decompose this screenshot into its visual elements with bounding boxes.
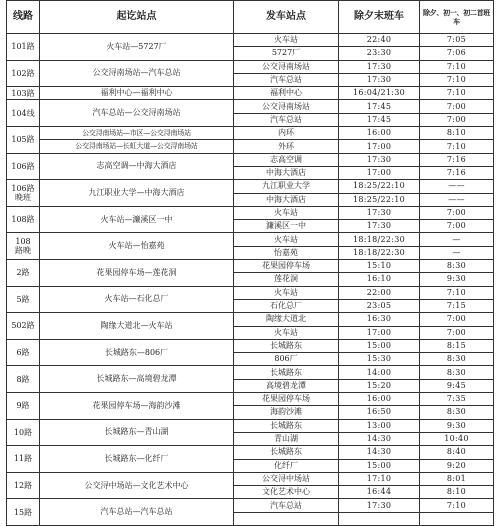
eve-last-bus: 14:00	[339, 366, 420, 379]
first-bus: 9:30	[420, 419, 494, 432]
first-bus: 7:00	[420, 100, 494, 113]
line-number-part: 108	[15, 237, 31, 247]
eve-last-bus: 16:04/21:30	[339, 87, 420, 100]
eve-last-bus: 17:30	[339, 220, 420, 233]
eve-last-bus: 16:00	[339, 127, 420, 140]
header-row	[7, 1, 494, 34]
table-row	[7, 87, 494, 100]
eve-last-bus: 17:30	[339, 499, 420, 512]
departure-stop: 中海大酒店	[234, 166, 339, 179]
first-bus: —	[420, 233, 494, 246]
header-line: 线路	[7, 1, 40, 34]
first-bus: 7:00	[420, 113, 494, 126]
first-bus	[420, 512, 494, 525]
eve-last-bus: 15:10	[339, 260, 420, 273]
eve-last-bus: 23:30	[339, 47, 420, 60]
departure-stop: 文化艺术中心	[234, 486, 339, 499]
first-bus: —	[420, 246, 494, 259]
eve-last-bus: 22:00	[339, 286, 420, 299]
first-bus: 7:16	[420, 153, 494, 166]
route-endpoints: 火车站—石化总厂	[40, 286, 234, 313]
departure-stop: 陶缘大道北	[234, 313, 339, 326]
first-bus: 8:30	[420, 260, 494, 273]
header-eve-last-bus: 除夕末班车	[339, 1, 420, 34]
departure-stop: 莲花洞	[234, 273, 339, 286]
table-row	[7, 153, 494, 166]
departure-stop: 汽车总站	[234, 113, 339, 126]
eve-last-bus: 15:00	[339, 339, 420, 352]
first-bus: 7:00	[420, 206, 494, 219]
table-row	[7, 260, 494, 273]
eve-last-bus: 16:50	[339, 406, 420, 419]
table-row	[7, 286, 494, 299]
departure-stop: 公交浔中场站	[234, 472, 339, 485]
departure-stop: 汽车总站	[234, 499, 339, 512]
departure-stop: 火车站	[234, 233, 339, 246]
route-endpoints: 长城路东—青山湖	[40, 419, 234, 446]
departure-stop: 内环	[234, 127, 339, 140]
line-number: 5路	[7, 286, 40, 313]
line-number: 12路	[7, 472, 40, 499]
departure-stop: 海韵沙滩	[234, 406, 339, 419]
route-endpoints: 公交浔南场站—汽车总站	[40, 60, 234, 87]
first-bus: 8:10	[420, 127, 494, 140]
route-endpoints: 火车站—怡嘉苑	[40, 233, 234, 260]
first-bus: 7:10	[420, 286, 494, 299]
line-number: 11路	[7, 446, 40, 473]
table-row	[7, 60, 494, 73]
departure-stop: 火车站	[234, 286, 339, 299]
first-bus: 8:30	[420, 406, 494, 419]
table-row	[7, 472, 494, 485]
eve-last-bus: 13:00	[339, 419, 420, 432]
table-row	[7, 233, 494, 246]
first-bus: ——	[420, 193, 494, 206]
route-endpoints: 公交浔中场站—文化艺术中心	[40, 472, 234, 499]
table-row	[7, 127, 494, 140]
departure-stop: 806厂	[234, 353, 339, 366]
first-bus: 7:00	[420, 326, 494, 339]
line-number: 105路	[7, 127, 40, 154]
departure-stop: 长城路东	[234, 366, 339, 379]
route-endpoints: 长城路东—806厂	[40, 339, 234, 366]
departure-stop: 花果园停车场	[234, 393, 339, 406]
eve-last-bus: 18:25/22:10	[339, 193, 420, 206]
eve-last-bus: 17:00	[339, 326, 420, 339]
schedule-body	[7, 34, 494, 526]
line-number: 102路	[7, 60, 40, 87]
departure-stop: 怡嘉苑	[234, 246, 339, 259]
route-variant: 公交浔南场站—市区—公交浔南场站	[82, 129, 191, 138]
first-bus: 7:10	[420, 60, 494, 73]
departure-stop: 公交浔南场站	[234, 100, 339, 113]
line-number: 9路	[7, 393, 40, 420]
table-row	[7, 366, 494, 379]
first-bus: 8:10	[420, 486, 494, 499]
first-bus: 10:40	[420, 432, 494, 445]
departure-stop: 花果园停车场	[234, 260, 339, 273]
departure-stop: 公交浔南场站	[234, 60, 339, 73]
eve-last-bus: 17:45	[339, 100, 420, 113]
departure-stop: 青山湖	[234, 432, 339, 445]
table-row	[7, 313, 494, 326]
route-endpoints: 长城路东—化纤厂	[40, 446, 234, 473]
departure-stop: 火车站	[234, 326, 339, 339]
eve-last-bus: 18:18/22:30	[339, 233, 420, 246]
header-route: 起讫站点	[40, 1, 234, 34]
first-bus: 7:16	[420, 166, 494, 179]
eve-last-bus: 16:00	[339, 393, 420, 406]
line-number: 103路	[7, 87, 40, 100]
eve-last-bus: 16:30	[339, 313, 420, 326]
header-first-bus: 除夕、初一、初二首班车	[420, 1, 494, 34]
eve-last-bus: 16:10	[339, 273, 420, 286]
departure-stop: 长城路东	[234, 339, 339, 352]
line-number: 106路	[7, 153, 40, 180]
line-number: 101路	[7, 34, 40, 61]
line-number: 15路	[7, 499, 40, 526]
eve-last-bus: 15:20	[339, 379, 420, 392]
route-endpoints: 花果园停车场—莲花洞	[40, 260, 234, 287]
eve-last-bus: 17:30	[339, 206, 420, 219]
table-row	[7, 34, 494, 47]
departure-stop: 长城路东	[234, 446, 339, 459]
eve-last-bus: 15:30	[339, 353, 420, 366]
route-endpoints: 九江职业大学—中海大酒店	[40, 180, 234, 207]
eve-last-bus	[339, 512, 420, 525]
departure-stop: 高境碧龙潭	[234, 379, 339, 392]
first-bus: 7:10	[420, 499, 494, 512]
first-bus: 8:01	[420, 472, 494, 485]
first-bus: 7:00	[420, 313, 494, 326]
route-endpoints: 志高空调—中海大酒店	[40, 153, 234, 180]
eve-last-bus: 15:00	[339, 459, 420, 472]
first-bus: 7:10	[420, 73, 494, 86]
first-bus: 8:15	[420, 339, 494, 352]
line-number: 6路	[7, 339, 40, 366]
eve-last-bus: 17:10	[339, 472, 420, 485]
table-row	[7, 339, 494, 352]
line-number: 10路	[7, 419, 40, 446]
eve-last-bus: 17:30	[339, 73, 420, 86]
first-bus: 8:30	[420, 353, 494, 366]
line-number: 8路	[7, 366, 40, 393]
eve-last-bus: 17:30	[339, 153, 420, 166]
eve-last-bus: 14:30	[339, 446, 420, 459]
first-bus: 7:10	[420, 87, 494, 100]
first-bus: 7:00	[420, 220, 494, 233]
eve-last-bus: 17:45	[339, 113, 420, 126]
route-endpoints: 陶缘大道北—火车站	[40, 313, 234, 340]
route-endpoints: 火车站—濂溪区一中	[40, 206, 234, 233]
table-row	[7, 393, 494, 406]
line-number: 104线	[7, 100, 40, 127]
eve-last-bus: 17:00	[339, 140, 420, 153]
table-row	[7, 419, 494, 432]
line-number	[7, 180, 40, 207]
route-endpoints: 汽车总站—汽车总站	[40, 499, 234, 526]
departure-stop: 火车站	[234, 206, 339, 219]
line-number-part: 路晚	[15, 246, 31, 256]
departure-stop: 濂溪区一中	[234, 220, 339, 233]
eve-last-bus: 23:05	[339, 299, 420, 312]
first-bus: 7:06	[420, 47, 494, 60]
eve-last-bus: 18:25/22:10	[339, 180, 420, 193]
departure-stop: 火车站	[234, 34, 339, 47]
route-endpoints: 火车站—5727厂	[40, 34, 234, 61]
line-number: 108路	[7, 206, 40, 233]
departure-stop: 化纤厂	[234, 459, 339, 472]
line-number: 502路	[7, 313, 40, 340]
eve-last-bus: 14:30	[339, 432, 420, 445]
route-variant: 公交浔南场站—长虹大道—公交浔南场站	[40, 139, 233, 152]
table-row	[7, 446, 494, 459]
first-bus: 7:35	[420, 393, 494, 406]
line-number-part: 106路	[11, 183, 35, 193]
eve-last-bus: 22:40	[339, 34, 420, 47]
eve-last-bus: 18:18/22:30	[339, 246, 420, 259]
first-bus: 9:30	[420, 273, 494, 286]
departure-stop: 志高空调	[234, 153, 339, 166]
eve-last-bus: 16:44	[339, 486, 420, 499]
table-row	[7, 180, 494, 193]
line-number: 2路	[7, 260, 40, 287]
departure-stop: 外环	[234, 140, 339, 153]
line-number-part: 晚班	[15, 193, 31, 203]
first-bus: ——	[420, 180, 494, 193]
first-bus: 8:30	[420, 366, 494, 379]
route-endpoints: 福利中心—福利中心	[40, 87, 234, 100]
line-number	[7, 233, 40, 260]
header-departure-stop: 发车站点	[234, 1, 339, 34]
first-bus: 7:10	[420, 140, 494, 153]
route-endpoints: 汽车总站—公交浔南场站	[40, 100, 234, 127]
departure-stop	[234, 512, 339, 525]
first-bus: 8:40	[420, 446, 494, 459]
first-bus: 7:05	[420, 34, 494, 47]
departure-stop: 长城路东	[234, 419, 339, 432]
departure-stop: 福利中心	[234, 87, 339, 100]
departure-stop: 中海大酒店	[234, 193, 339, 206]
departure-stop: 汽车总站	[234, 73, 339, 86]
route-endpoints: 长城路东—高境碧龙潭	[40, 366, 234, 393]
table-row	[7, 499, 494, 512]
departure-stop: 九江职业大学	[234, 180, 339, 193]
departure-stop: 石化总厂	[234, 299, 339, 312]
departure-stop: 5727厂	[234, 47, 339, 60]
eve-last-bus: 17:30	[339, 60, 420, 73]
table-row	[7, 100, 494, 113]
first-bus: 9:45	[420, 379, 494, 392]
bus-schedule-table	[6, 0, 494, 526]
first-bus: 9:20	[420, 459, 494, 472]
route-endpoints: 花果园停车场—海韵沙滩	[40, 393, 234, 420]
route-endpoints	[40, 127, 234, 154]
table-row	[7, 206, 494, 219]
first-bus: 7:15	[420, 299, 494, 312]
eve-last-bus: 17:00	[339, 166, 420, 179]
